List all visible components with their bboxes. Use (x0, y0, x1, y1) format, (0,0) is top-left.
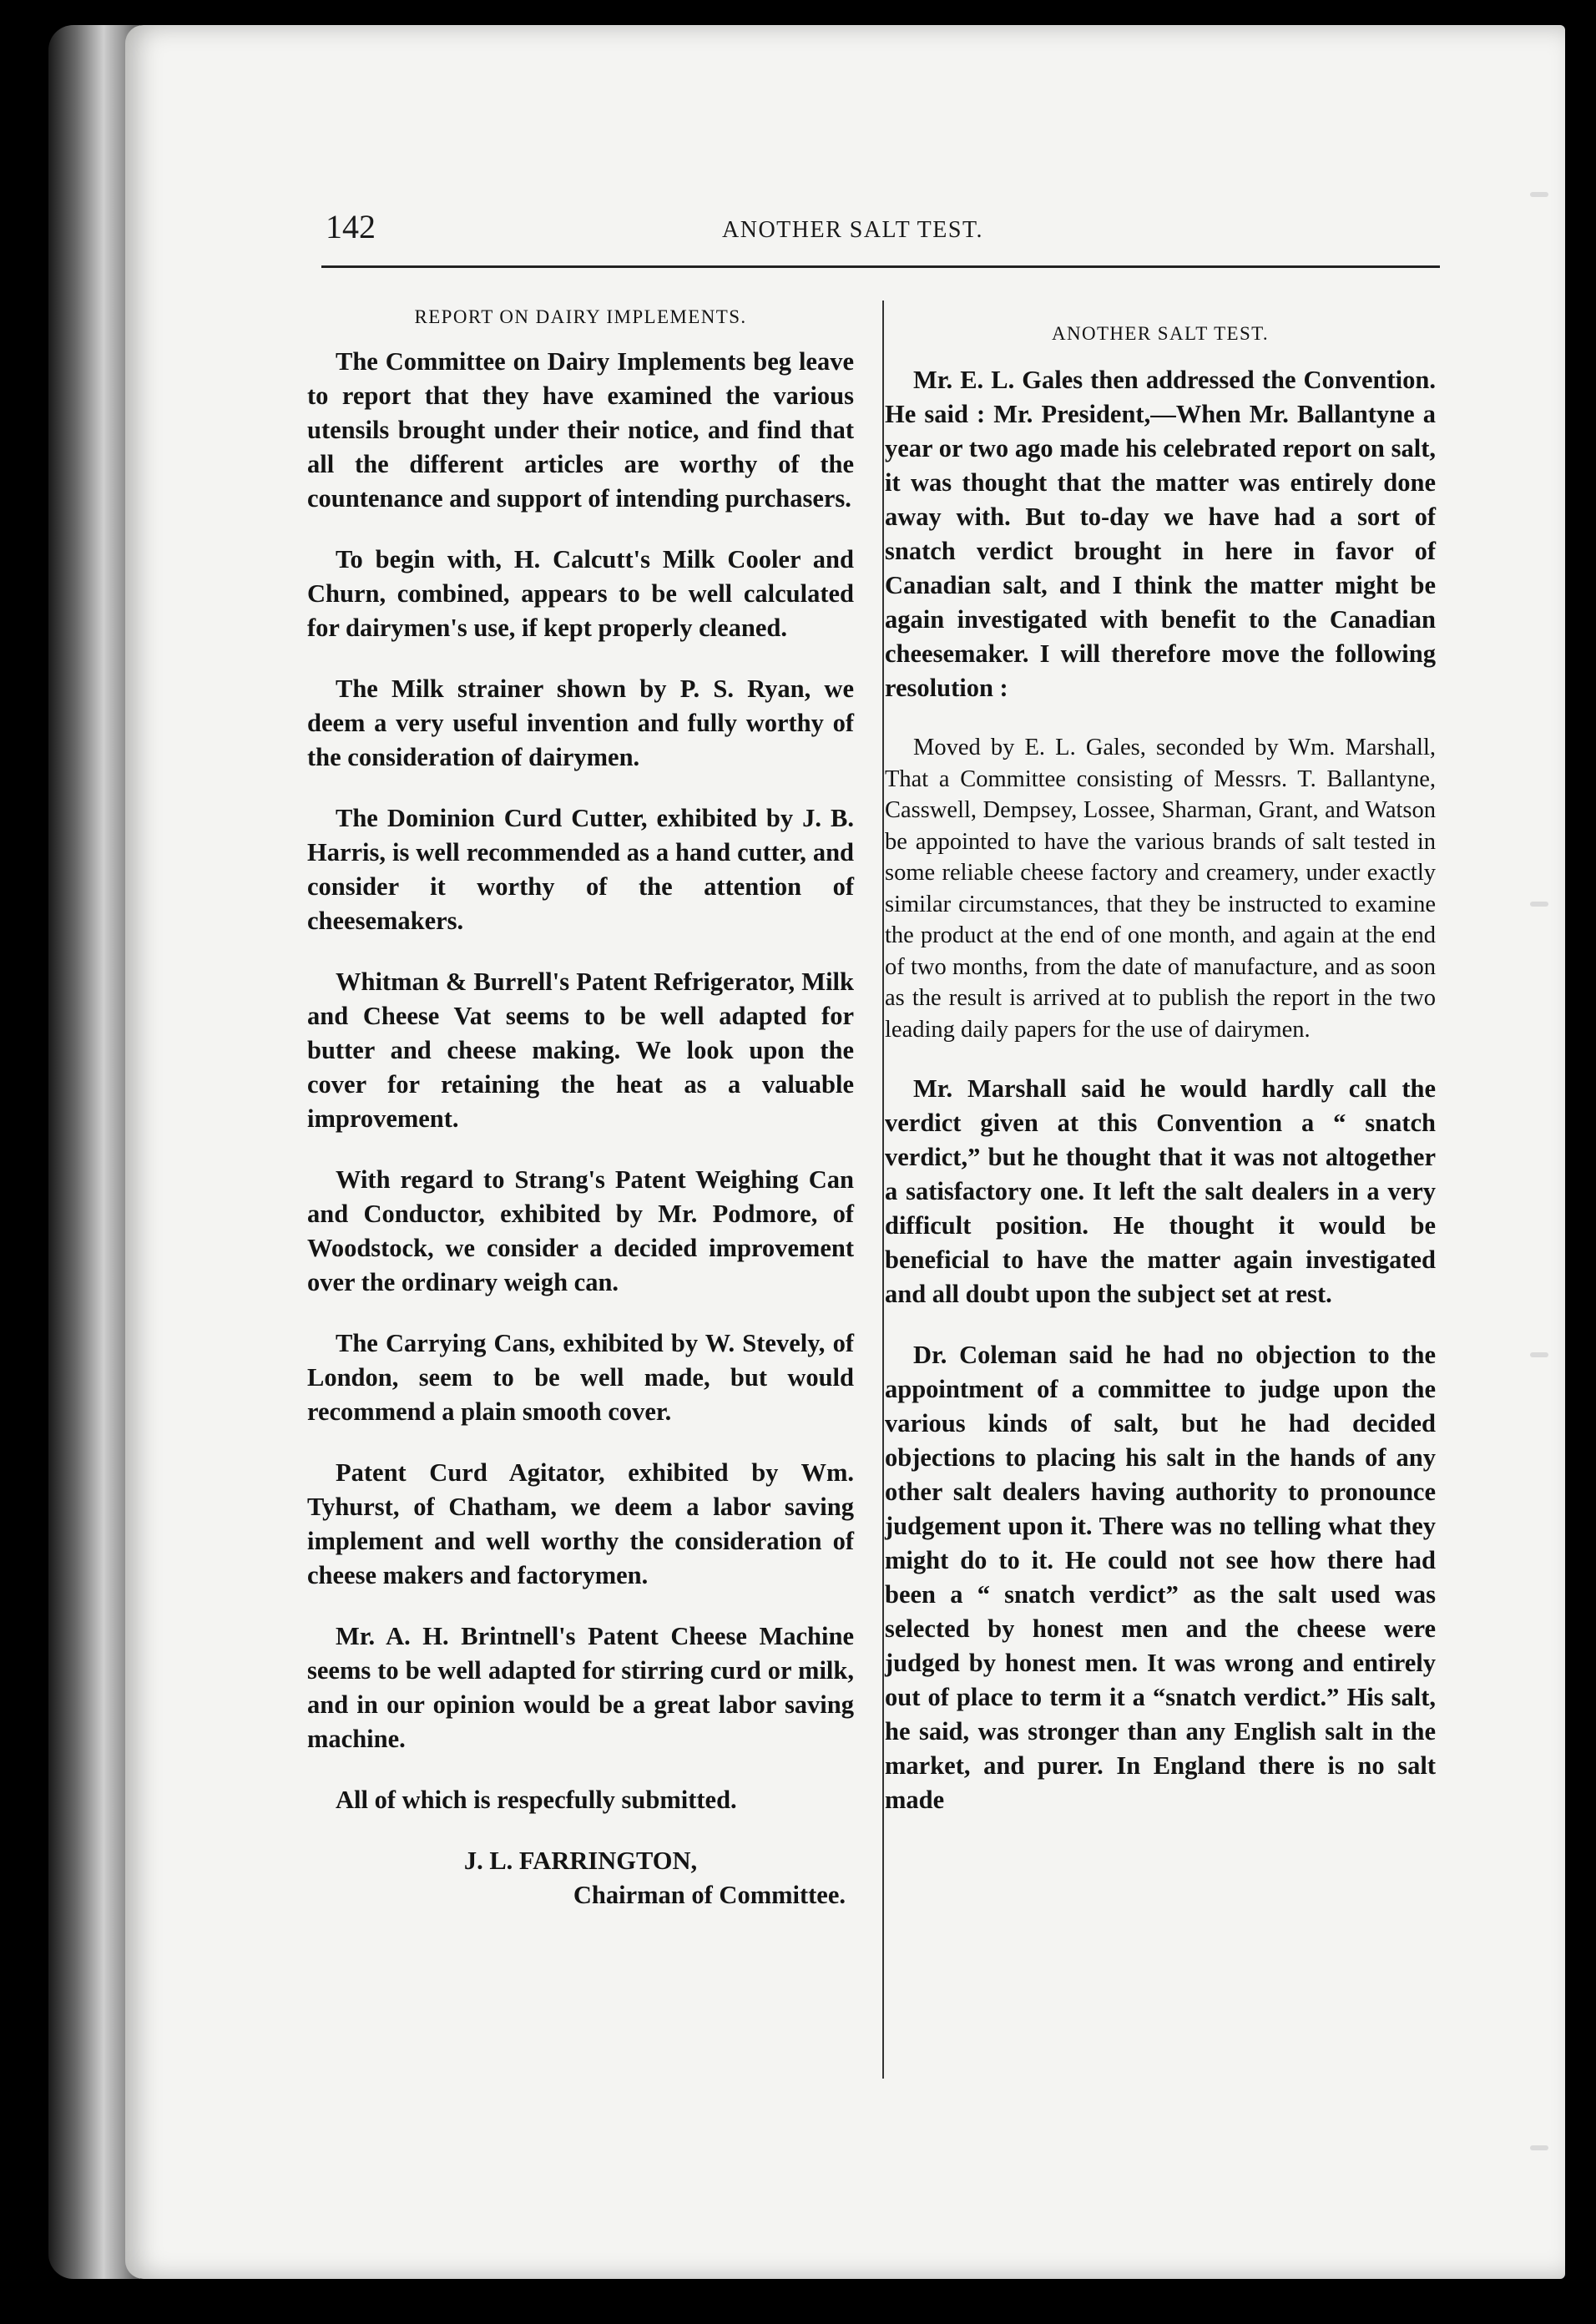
running-head: ANOTHER SALT TEST. (722, 217, 983, 243)
paragraph: All of which is respecfully submitted. (336, 1786, 737, 1814)
right-column (885, 321, 1436, 1844)
page-clip (1530, 902, 1548, 907)
paragraph: The Dominion Curd Cutter, exhibited by J. B. Harris, is well recommended as a hand cutter, and consider it worthy of the attention of cheesemakers. (307, 804, 854, 935)
paragraph: The Carrying Cans, exhibited by W. Stevely, of London, seem to be well made, but would recommend a plain smooth cover. (307, 1329, 854, 1426)
page-number: 142 (326, 208, 376, 245)
paragraph: Patent Curd Agitator, exhibited by Wm. Tyhurst, of Chatham, we deem a labor saving implement and well worthy the consideration of cheese makers and factorymen. (307, 1458, 854, 1589)
page-header (326, 207, 1436, 257)
section-heading: ANOTHER SALT TEST. (1051, 323, 1270, 344)
paragraph: The Committee on Dairy Implements beg leave to report that they have examined the various utensils brought under their notice, and find that all the different articles are worthy of the countenance and support of intending purchasers. (307, 347, 854, 513)
resolution-paragraph: Moved by E. L. Gales, seconded by Wm. Marshall, That a Committee consisting of Messrs. T. Ballantyne, Casswell, Dempsey, Lossee, Sharman, Grant, and Watson be appointed to have the various brands of salt tested in some reliable cheese factory and creamery, under exactly similar circumstances, that they be instructed to examine the product at the end of one month, and again at the end of two months, from the date of manufacture, and as soon as the result is arrived at to publish the report in the two leading daily papers for the use of dairymen. (885, 735, 1436, 1043)
signature-title: Chairman of Committee. (573, 1881, 846, 1909)
paragraph: Mr. Marshall said he would hardly call the verdict given at this Convention a “ snatch verdict,” but he thought that it was not altogether a satisfactory one. It left the salt dealers in a very difficult position. He thought it would be beneficial to have the matter again investigated and all doubt upon the subject set at rest. (885, 1074, 1436, 1308)
signature-name: J. L. FARRINGTON, (463, 1847, 698, 1875)
paragraph: With regard to Strang's Patent Weighing Can and Conductor, exhibited by Mr. Podmore, of Woodstock, we consider a decided improvement over the ordinary weigh can. (307, 1165, 854, 1296)
section-heading: REPORT ON DAIRY IMPLEMENTS. (414, 306, 747, 327)
paragraph: Whitman & Burrell's Patent Refrigerator, Milk and Cheese Vat seems to be well adapted for butter and cheese making. We look upon the cover for retaining the heat as a valuable improvement. (307, 967, 854, 1133)
paragraph: Mr. E. L. Gales then addressed the Convention. He said : Mr. President,—When Mr. Ballantyne a year or two ago made his celebrated report on salt, it was thought that the matter was entirely done away with. But to-day we have had a sort of snatch verdict brought in here in favor of Canadian salt, and I think the matter might be again investigated with benefit to the Canadian cheesemaker. I will therefore move the following resolution : (885, 366, 1436, 702)
paragraph: Dr. Coleman said he had no objection to the appointment of a committee to judge upon the various kinds of salt, but he had decided objections to placing his salt in the hands of any other salt dealers having authority to pronounce judgement upon it. There was no telling what they might do to it. He could not see how there had been a “ snatch verdict” as the salt used was selected by honest men and the cheese were judged by honest men. It was wrong and entirely out of place to term it a “snatch verdict.” His salt, he said, was stronger than any English salt in the market, and purer. In England there is no salt made (885, 1341, 1436, 1814)
page-clip (1530, 1352, 1548, 1357)
page-clip (1530, 2145, 1548, 2150)
page-clip (1530, 192, 1548, 197)
paragraph: To begin with, H. Calcutt's Milk Cooler and Churn, combined, appears to be well calculated for dairymen's use, if kept properly cleaned. (307, 545, 854, 642)
paragraph: Mr. A. H. Brintnell's Patent Cheese Machine seems to be well adapted for stirring curd or milk, and in our opinion would be a great labor saving machine. (307, 1622, 854, 1753)
left-column (307, 305, 854, 1912)
header-rule (321, 265, 1440, 268)
paragraph: The Milk strainer shown by P. S. Ryan, we deem a very useful invention and fully worthy of the consideration of dairymen. (307, 674, 854, 771)
column-rule (882, 301, 884, 2079)
